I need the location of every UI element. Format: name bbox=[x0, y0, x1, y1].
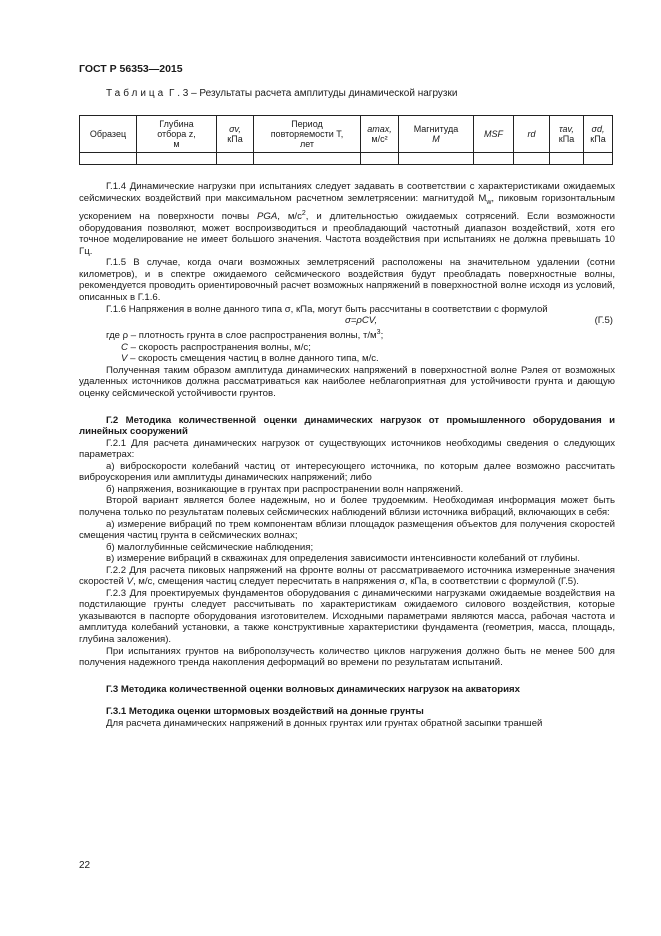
table-caption bbox=[106, 88, 457, 99]
table-header-row bbox=[80, 116, 613, 153]
paragraph-g1-5: Г.1.5 В случае, когда очаги возможных землетрясений расположены на значительном удалении (сотни километров), и в спектре ожидаемого сейсмического воздействия будут преобладать поверхностные волны, рекомендуется проводить ориентировочный расчет возможных напряжений в поверхностной волне исходя из условий, описанных в Г.1.6. bbox=[79, 257, 615, 304]
table-cell bbox=[80, 153, 137, 165]
formula-g5 bbox=[79, 315, 615, 327]
paragraph-g2-1-second: Второй вариант является более надежным, но и более трудоемким. Необходимая информация может быть получена только по результатам полевых сейсмических наблюдений вблизи источника вибраций, включающих в себя: bbox=[79, 495, 615, 518]
results-table bbox=[79, 115, 613, 165]
header-magnitude: Магнитуда M bbox=[399, 116, 474, 153]
section-title-g3-1: Г.3.1 Методика оценки штормовых воздействий на донные грунты bbox=[106, 706, 424, 718]
paragraph-g3-1: Для расчета динамических напряжений в донных грунтах или грунтах обратной засыпки траншей bbox=[106, 717, 543, 729]
formula-expression: σ=ρCV, bbox=[345, 315, 378, 327]
header-rd: rd bbox=[514, 116, 550, 153]
header-sigma-v: σv, кПа bbox=[217, 116, 254, 153]
header-sample: Образец bbox=[80, 116, 137, 153]
section-title-g3: Г.3 Методика количественной оценки волновых динамических нагрузок на акваториях bbox=[106, 683, 520, 695]
page-number: 22 bbox=[79, 860, 91, 871]
table-cell bbox=[217, 153, 254, 165]
where-v: V – скорость смещения частиц в волне данного типа, м/с. bbox=[121, 353, 379, 365]
table-cell bbox=[550, 153, 584, 165]
header-sigma-d: σd, кПа bbox=[584, 116, 613, 153]
table-cell bbox=[474, 153, 514, 165]
list-item: в) измерение вибраций в скважинах для определения зависимости интенсивности колебаний от глубины. bbox=[106, 553, 580, 565]
table-caption-title: – Результаты расчета амплитуды динамической нагрузки bbox=[188, 88, 458, 99]
list-item: б) малоглубинные сейсмические наблюдения; bbox=[106, 541, 314, 553]
table-caption-word: Таблица bbox=[106, 88, 167, 99]
section-title-g2: Г.2 Методика количественной оценки динамических нагрузок от промышленного оборудования и линейных сооружений bbox=[79, 414, 615, 438]
header-amax: amax, м/с² bbox=[361, 116, 399, 153]
paragraph-g2-3: Г.2.3 Для проектируемых фундаментов оборудования с динамическими нагрузками ожидаемые воздействия на подстилающие грунты следует рассчитывать по характеристикам ожидаемого силового воздействия, которые указываются в паспорте оборудования изготовителем. Исходными параметрами являются масса, рабочая частота и амплитуда колебаний установки, а также конструктивные характеристики фундамента (геометрия, масса, площадь, глубина заложения). bbox=[79, 587, 615, 645]
header-depth: Глубина отбора z, м bbox=[137, 116, 217, 153]
list-item: а) виброскорости колебаний частиц от интересующего источника, по которым далее возможно рассчитать виброускорения или амплитуды динамических напряжений; либо bbox=[79, 460, 615, 484]
header-period: Период повторяемости T, лет bbox=[254, 116, 361, 153]
table-caption-number: Г . 3 bbox=[169, 88, 189, 99]
paragraph-g1-4: Г.1.4 Динамические нагрузки при испытаниях следует задавать в соответствии с характеристиками ожидаемых сейсмических воздействий при максимальном расчетном землетрясении: магнитудой $M_w$, пиковым горизонтальным ускорением на поверхности почвы PGA, $м/с^2$, и длительностью ожидаемых сотрясений. Если возможности оборудования позволяют, может воспроизводиться и преобладающий частотный диапазон воздействий, хотя его точное моделирование не имеет большого значения. Частота воздействия при испытаниях не должна превышать 10 Гц. bbox=[79, 181, 615, 257]
table-cell bbox=[254, 153, 361, 165]
table-cell bbox=[361, 153, 399, 165]
paragraph-g2-1: Г.2.1 Для расчета динамических нагрузок от существующих источников необходимы сведения о следующих параметрах: bbox=[79, 437, 615, 461]
document-header: ГОСТ Р 56353—2015 bbox=[79, 63, 183, 75]
table-cell bbox=[514, 153, 550, 165]
where-rho: где ρ – плотность грунта в слое распространения волны, $т/м^3$; bbox=[106, 329, 384, 342]
table-cell bbox=[137, 153, 217, 165]
table-cell bbox=[584, 153, 613, 165]
paragraph-g2-2: Г.2.2 Для расчета пиковых напряжений на фронте волны от рассматриваемого источника измеренные значения скоростей V, м/с, смещения частиц следует пересчитать в напряжения σ, кПа, в соответствии с формулой (Г.5). bbox=[79, 564, 615, 588]
list-item: а) измерение вибраций по трем компонентам вблизи площадок размещения объектов для получения скоростей смещения частиц грунта в сейсмических волнах; bbox=[79, 518, 615, 542]
body-text bbox=[79, 181, 615, 729]
where-c: C – скорость распространения волны, м/с; bbox=[121, 341, 311, 353]
paragraph-g1-6-conclusion: Полученная таким образом амплитуда динамических напряжений в поверхностной волне Рэлея от возможных удаленных источников должна рассматриваться как наиболее неблагоприятная для устойчивости грунта и дающую оценку сейсмической устойчивости грунтов. bbox=[79, 364, 615, 400]
paragraph-g2-3-cycles: При испытаниях грунтов на виброползучесть количество циклов нагружения должно быть не менее 500 для получения надежного тренда накопления деформаций во времени по результатам испытаний. bbox=[79, 645, 615, 669]
table-row bbox=[80, 153, 613, 165]
header-tau-av: τav, кПа bbox=[550, 116, 584, 153]
paragraph-g1-6: Г.1.6 Напряжения в волне данного типа σ, кПа, могут быть рассчитаны в соответствии с формулой bbox=[106, 303, 548, 315]
formula-number: (Г.5) bbox=[594, 315, 613, 327]
header-msf: MSF bbox=[474, 116, 514, 153]
table-cell bbox=[399, 153, 474, 165]
list-item: б) напряжения, возникающие в грунтах при распространении волн напряжений. bbox=[106, 483, 464, 495]
